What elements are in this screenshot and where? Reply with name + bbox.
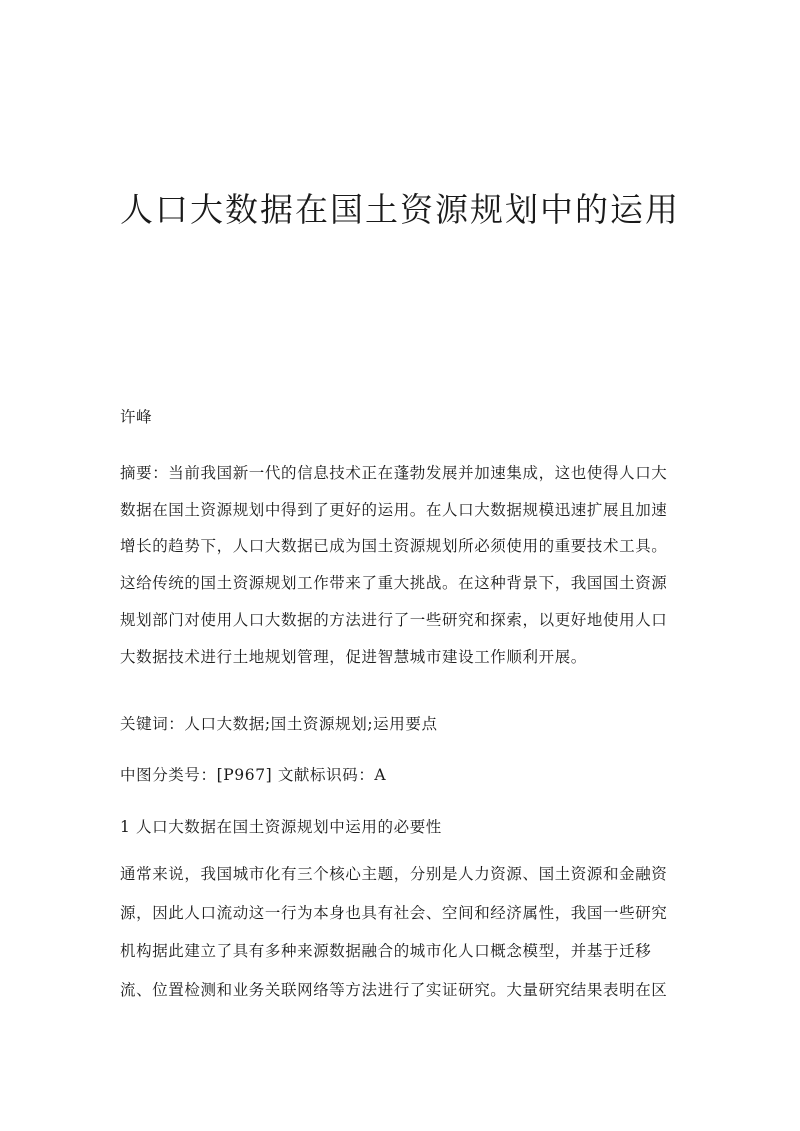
body-line: 源，因此人口流动这一行为本身也具有社会、空间和经济属性，我国一些研究 xyxy=(120,903,668,922)
section-heading: 1 人口大数据在国土资源规划中运用的必要性 xyxy=(120,818,442,836)
abstract-line: 数据在国土资源规划中得到了更好的运用。在人口大数据规模迅速扩展且加速 xyxy=(120,500,668,519)
body-line: 通常来说，我国城市化有三个核心主题，分别是人力资源、国土资源和金融资 xyxy=(120,865,668,883)
keywords: 关键词：人口大数据;国土资源规划;运用要点 xyxy=(120,715,438,733)
body-line: 流、位置检测和业务关联网络等方法进行了实证研究。大量研究结果表明在区 xyxy=(120,980,668,999)
abstract xyxy=(120,455,672,675)
section-body xyxy=(120,855,672,1009)
abstract-line: 大数据技术进行土地规划管理，促进智慧城市建设工作顺利开展。 xyxy=(120,647,587,666)
classification-code: 中图分类号：[P967] 文献标识码：A xyxy=(120,766,387,784)
body-line: 机构据此建立了具有多种来源数据融合的城市化人口概念模型，并基于迁移 xyxy=(120,942,652,960)
paper-title: 人口大数据在国土资源规划中的运用 xyxy=(120,190,680,229)
abstract-line: 这给传统的国土资源规划工作带来了重大挑战。在这种背景下，我国国土资源 xyxy=(120,574,668,593)
author-name: 许峰 xyxy=(120,408,153,426)
abstract-line: 增长的趋势下，人口大数据已成为国土资源规划所必须使用的重要技术工具。 xyxy=(120,537,668,556)
abstract-line: 规划部门对使用人口大数据的方法进行了一些研究和探索，以更好地使用人口 xyxy=(120,610,668,629)
abstract-line: 摘要：当前我国新一代的信息技术正在蓬勃发展并加速集成，这也使得人口大 xyxy=(120,464,668,482)
